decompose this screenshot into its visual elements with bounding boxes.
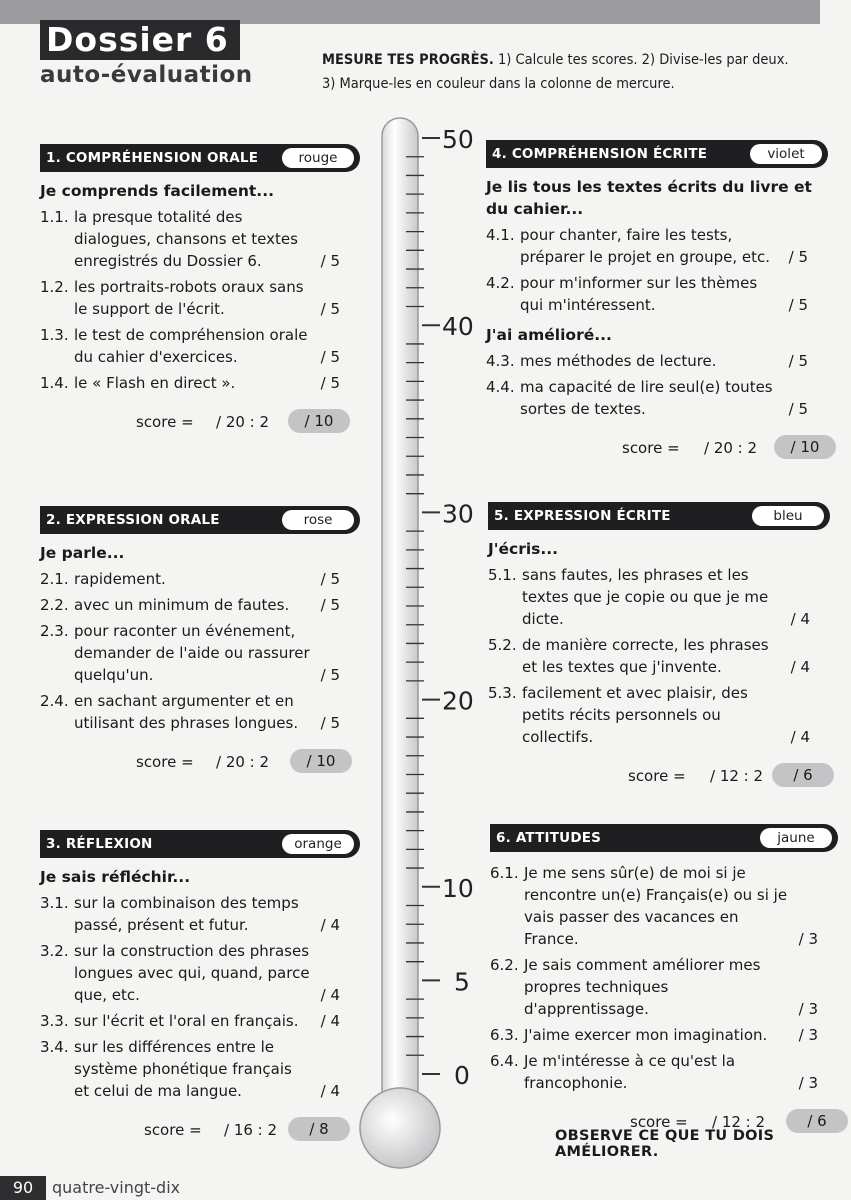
- mercury-thermometer: [360, 110, 474, 1190]
- score-calc: / 20 : 2: [216, 413, 270, 431]
- item-text: mes méthodes de lecture.: [520, 352, 717, 370]
- thermometer-label: 50: [442, 125, 474, 154]
- score-calc: / 20 : 2: [704, 439, 758, 457]
- score-calc: / 12 : 2: [712, 1113, 766, 1131]
- instructions: [322, 48, 789, 96]
- item-points[interactable]: / 3: [798, 1026, 818, 1044]
- section-intro: J'écris...: [488, 540, 559, 558]
- section-intro: Je lis tous les textes écrits du livre et du cahier...: [486, 178, 812, 218]
- thermometer-label: 0: [454, 1061, 470, 1090]
- item-text: sur la construction des phrases longues avec qui, quand, parce que, etc.: [74, 942, 310, 1004]
- item-points[interactable]: / 5: [320, 252, 340, 270]
- section-title: 2. EXPRESSION ORALE: [46, 512, 220, 528]
- section-expression-orale: [40, 506, 360, 774]
- item-number: 2.4.: [40, 692, 69, 710]
- section-comprehension-orale: [40, 144, 360, 434]
- score-calc: / 12 : 2: [710, 767, 764, 785]
- list-item: [40, 690, 360, 734]
- section-expression-ecrite: [488, 502, 830, 788]
- list-item: [40, 1036, 360, 1102]
- item-text: J'aime exercer mon imagination.: [524, 1026, 768, 1044]
- item-text: facilement et avec plaisir, des petits récits personnels ou collectifs.: [522, 684, 748, 746]
- list-item: [486, 272, 828, 316]
- list-item: [40, 940, 360, 1006]
- item-points[interactable]: / 5: [320, 570, 340, 588]
- score-label: score =: [630, 1113, 688, 1131]
- item-points[interactable]: / 5: [320, 666, 340, 684]
- item-points[interactable]: / 4: [320, 1012, 340, 1030]
- score-result-field[interactable]: / 10: [290, 749, 352, 773]
- score-line: [40, 408, 360, 434]
- section-title: 6. ATTITUDES: [496, 830, 602, 846]
- item-points[interactable]: / 4: [320, 1082, 340, 1100]
- color-badge: violet: [750, 144, 822, 164]
- item-points[interactable]: / 3: [798, 1000, 818, 1018]
- score-line: [488, 762, 830, 788]
- item-points[interactable]: / 3: [798, 1074, 818, 1092]
- item-number: 5.2.: [488, 636, 517, 654]
- score-line: [40, 1116, 360, 1142]
- item-number: 6.4.: [490, 1052, 519, 1070]
- score-calc: / 16 : 2: [224, 1121, 278, 1139]
- item-text: rapidement.: [74, 570, 166, 588]
- score-line: [40, 748, 360, 774]
- list-item: [40, 620, 360, 686]
- section-title: 1. COMPRÉHENSION ORALE: [46, 150, 259, 166]
- item-points[interactable]: / 5: [788, 296, 808, 314]
- item-points[interactable]: / 5: [788, 352, 808, 370]
- item-text: sur les différences entre le système phonétique français et celui de ma langue.: [74, 1038, 292, 1100]
- score-label: score =: [622, 439, 680, 457]
- instructions-bold: MESURE TES PROGRÈS.: [322, 52, 494, 68]
- list-item: [488, 634, 830, 678]
- item-text: sur l'écrit et l'oral en français.: [74, 1012, 299, 1030]
- section-intro: Je comprends facilement...: [40, 182, 274, 200]
- section-comprehension-ecrite: [486, 140, 828, 460]
- page-number-words: quatre-vingt-dix: [52, 1178, 181, 1197]
- score-result-field[interactable]: / 10: [774, 435, 836, 459]
- section-title: 5. EXPRESSION ÉCRITE: [494, 508, 671, 524]
- score-calc: / 20 : 2: [216, 753, 270, 771]
- section-intro-2: J'ai amélioré...: [486, 326, 612, 344]
- score-label: score =: [136, 413, 194, 431]
- thermometer-label: 5: [454, 967, 470, 997]
- score-result-field[interactable]: / 6: [786, 1109, 848, 1133]
- list-item: [490, 1024, 838, 1046]
- item-text: la presque totalité des dialogues, chansons et textes enregistrés du Dossier 6.: [74, 208, 298, 270]
- section-header: [40, 144, 360, 172]
- color-badge: rose: [282, 510, 354, 530]
- item-list: [486, 350, 828, 420]
- section-header: [486, 140, 828, 168]
- list-item: [40, 1010, 360, 1032]
- score-label: score =: [144, 1121, 202, 1139]
- item-text: le « Flash en direct ».: [74, 374, 236, 392]
- page-number: 90: [0, 1176, 46, 1200]
- item-number: 3.3.: [40, 1012, 69, 1030]
- item-points[interactable]: / 4: [320, 916, 340, 934]
- item-text: en sachant argumenter et en utilisant des phrases longues.: [74, 692, 299, 732]
- item-text: sur la combinaison des temps passé, présent et futur.: [74, 894, 299, 934]
- item-points[interactable]: / 5: [320, 596, 340, 614]
- list-item: [486, 376, 828, 420]
- item-text: les portraits-robots oraux sans le support de l'écrit.: [74, 278, 304, 318]
- section-header: [40, 506, 360, 534]
- color-badge: rouge: [282, 148, 354, 168]
- item-number: 1.4.: [40, 374, 69, 392]
- item-number: 4.4.: [486, 378, 515, 396]
- item-text: Je m'intéresse à ce qu'est la francophonie.: [524, 1052, 736, 1092]
- item-number: 6.2.: [490, 956, 519, 974]
- list-item: [488, 682, 830, 748]
- dossier-title: Dossier 6: [40, 20, 240, 60]
- list-item: [488, 564, 830, 630]
- item-number: 3.4.: [40, 1038, 69, 1056]
- color-badge: bleu: [752, 506, 824, 526]
- item-number: 1.1.: [40, 208, 69, 226]
- thermometer-label: 20: [442, 686, 474, 716]
- instructions-line2: 3) Marque-les en couleur dans la colonne de mercure.: [322, 76, 675, 92]
- list-item: [486, 224, 828, 268]
- item-number: 5.3.: [488, 684, 517, 702]
- item-list: [40, 892, 360, 1102]
- color-badge: jaune: [760, 828, 832, 848]
- item-number: 1.3.: [40, 326, 69, 344]
- observe-note: OBSERVE CE QUE TU DOIS AMÉLIORER.: [555, 1128, 775, 1160]
- item-list: [488, 564, 830, 748]
- score-label: score =: [136, 753, 194, 771]
- item-text: de manière correcte, les phrases et les textes que j'invente.: [522, 636, 769, 676]
- section-header: [40, 830, 360, 858]
- list-item: [40, 594, 360, 616]
- list-item: [490, 862, 838, 950]
- item-number: 2.2.: [40, 596, 69, 614]
- item-text: Je sais comment améliorer mes propres techniques d'apprentissage.: [524, 956, 761, 1018]
- item-text: pour chanter, faire les tests, préparer le projet en groupe, etc.: [520, 226, 771, 266]
- item-list: [486, 224, 828, 316]
- score-result-field[interactable]: / 6: [772, 763, 834, 787]
- item-number: 4.3.: [486, 352, 515, 370]
- item-number: 5.1.: [488, 566, 517, 584]
- item-points[interactable]: / 4: [320, 986, 340, 1004]
- item-list: [40, 568, 360, 734]
- item-number: 3.2.: [40, 942, 69, 960]
- item-number: 6.3.: [490, 1026, 519, 1044]
- item-points[interactable]: / 3: [798, 930, 818, 948]
- section-header: [490, 824, 838, 852]
- thermometer-label: 10: [442, 873, 474, 903]
- item-text: avec un minimum de fautes.: [74, 596, 290, 614]
- color-badge: orange: [282, 834, 354, 854]
- section-reflexion: [40, 830, 360, 1142]
- item-number: 6.1.: [490, 864, 519, 882]
- item-number: 2.3.: [40, 622, 69, 640]
- score-result-field[interactable]: / 10: [288, 409, 350, 433]
- item-text: pour raconter un événement, demander de l'aide ou rassurer quelqu'un.: [74, 622, 310, 684]
- list-item: [40, 206, 360, 272]
- list-item: [486, 350, 828, 372]
- item-points[interactable]: / 4: [790, 728, 810, 746]
- item-points[interactable]: / 5: [320, 300, 340, 318]
- item-points[interactable]: / 5: [788, 248, 808, 266]
- item-points[interactable]: / 5: [320, 714, 340, 732]
- item-text: pour m'informer sur les thèmes qui m'intéressent.: [520, 274, 758, 314]
- list-item: [40, 892, 360, 936]
- section-header: [488, 502, 830, 530]
- thermometer-bulb: [360, 1088, 440, 1168]
- score-result-field[interactable]: / 8: [288, 1117, 350, 1141]
- list-item: [40, 568, 360, 590]
- item-points[interactable]: / 4: [790, 658, 810, 676]
- list-item: [490, 954, 838, 1020]
- dossier-subtitle: auto-évaluation: [40, 62, 253, 88]
- list-item: [40, 372, 360, 394]
- thermometer-tube: [382, 118, 418, 1108]
- item-text: le test de compréhension orale du cahier d'exercices.: [74, 326, 308, 366]
- section-title: 3. RÉFLEXION: [46, 836, 153, 852]
- instructions-line1: 1) Calcule tes scores. 2) Divise-les par deux.: [493, 52, 789, 68]
- item-points[interactable]: / 5: [320, 348, 340, 366]
- item-points[interactable]: / 5: [320, 374, 340, 392]
- item-number: 4.1.: [486, 226, 515, 244]
- score-line: [486, 434, 828, 460]
- list-item: [490, 1050, 838, 1094]
- item-text: sans fautes, les phrases et les textes que je copie ou que je me dicte.: [522, 566, 769, 628]
- thermometer-label: 30: [442, 499, 474, 529]
- section-attitudes: [490, 824, 838, 1134]
- item-number: 1.2.: [40, 278, 69, 296]
- score-label: score =: [628, 767, 686, 785]
- item-text: Je me sens sûr(e) de moi si je rencontre un(e) Français(e) ou si je vais passer des vacances en France.: [524, 864, 788, 948]
- list-item: [40, 276, 360, 320]
- section-title: 4. COMPRÉHENSION ÉCRITE: [492, 146, 708, 162]
- item-number: 3.1.: [40, 894, 69, 912]
- item-text: ma capacité de lire seul(e) toutes sortes de textes.: [520, 378, 773, 418]
- item-list: [40, 206, 360, 394]
- thermometer-label: 40: [442, 312, 474, 342]
- section-intro: Je sais réfléchir...: [40, 868, 191, 886]
- thermometer-labels: [442, 125, 474, 1090]
- item-points[interactable]: / 5: [788, 400, 808, 418]
- list-item: [40, 324, 360, 368]
- item-number: 4.2.: [486, 274, 515, 292]
- section-intro: Je parle...: [40, 544, 125, 562]
- item-points[interactable]: / 4: [790, 610, 810, 628]
- item-number: 2.1.: [40, 570, 69, 588]
- item-list: [490, 862, 838, 1094]
